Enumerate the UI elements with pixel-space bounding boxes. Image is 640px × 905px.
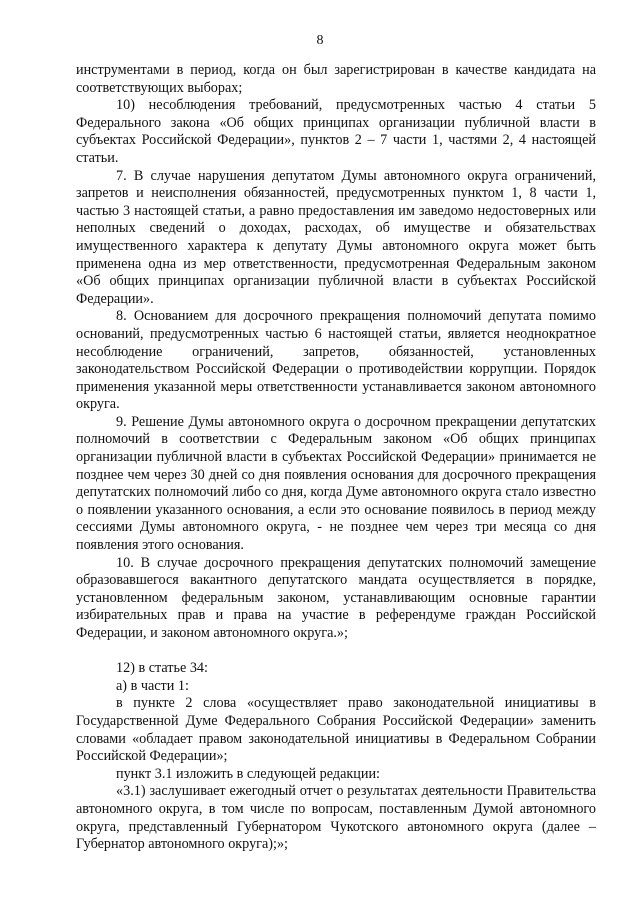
paragraph-point-3-1-text: «3.1) заслушивает ежегодный отчет о результатах деятельности Правительства автономного округа, в том числе по вопросам, поставленным Думой автономного округа, представленный Губернатором Чукотского автономного округа (далее – Губернатор автономного округа);»; [76,783,596,853]
paragraph-part-7: 7. В случае нарушения депутатом Думы автономного округа ограничений, запретов и неисполнения обязанностей, предусмотренных пунктом 1, 8 части 1, частью 3 настоящей статьи, а равно предоставления им заведомо недостоверных или неполных сведений о доходах, расходах, об имуществе и обязательствах имущественного характера к депутату Думы автономного округа может быть применена одна из мер ответственности, предусмотренная Федеральным законом «Об общих принципах организации публичной власти в субъектах Российской Федерации». [76,167,596,307]
paragraph-item-10: 10) несоблюдения требований, предусмотренных частью 4 статьи 5 Федерального закона «Об общих принципах организации публичной власти в субъектах Российской Федерации», пунктов 2 – 7 части 1, частями 2, 4 настоящей статьи. [76,97,596,166]
document-body [76,62,596,854]
paragraph-continuation: инструментами в период, когда он был зарегистрирован в качестве кандидата на соответствующих выборах; [76,62,596,96]
paragraph-part-9: 9. Решение Думы автономного округа о досрочном прекращении депутатских полномочий в соответствии с Федеральным законом «Об общих принципах организации публичной власти в субъектах Российской Федерации» принимается не позднее чем через 30 дней со дня появления основания для досрочного прекращения депутатских полномочий либо со дня, когда Думе автономного округа стало известно о появлении указанного основания, а если это основание появилось в период между сессиями Думы автономного округа, - не позднее чем через три месяца со дня появления этого основания. [76,413,596,554]
paragraph-part-8: 8. Основанием для досрочного прекращения полномочий депутата помимо оснований, предусмотренных частью 6 настоящей статьи, является неоднократное несоблюдение ограничений, запретов, обязанностей, установленных законодательством Российской Федерации о противодействии коррупции. Порядок применения указанной меры ответственности устанавливается законом автономного округа. [76,308,596,413]
paragraph-item-12: 12) в статье 34: [116,660,208,677]
paragraph-part-10: 10. В случае досрочного прекращения депутатских полномочий замещение образовавшегося вакантного депутатского мандата осуществляется в порядке, установленном федеральным законом, устанавливающим основные гарантии избирательных прав и права на участие в референдуме граждан Российской Федерации, и законом автономного округа.»; [76,554,596,641]
page-number: 8 [316,33,324,48]
paragraph-subitem-a: а) в части 1: [116,677,189,694]
paragraph-point-3-1-intro: пункт 3.1 изложить в следующей редакции: [116,765,380,782]
paragraph-point-2-amendment: в пункте 2 слова «осуществляет право законодательной инициативы в Государственной Думе Федерального Собрания Российской Федерации» заменить словами «обладает правом законодательной инициативы в Федеральном Собрании Российской Федерации»; [76,695,596,765]
